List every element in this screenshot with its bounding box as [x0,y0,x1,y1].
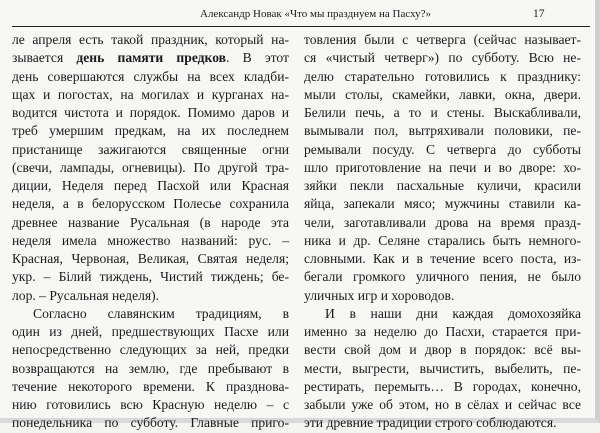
text-line: эти древние традиции строго соблюдаются. [304,415,557,431]
text-line: день совершаются службы на всех кладби- [12,68,289,84]
running-title: Александр Новак «Что мы празднуем на Пасху?» [200,8,432,20]
text-line: ника и др. Селяне старались быть немного- [304,232,581,248]
text-line: водится чистота и порядок. Помимо даров и [12,105,289,120]
text-line: диции, Неделя перед Пасхой или Красная [12,178,289,193]
text-line: укр. – Білий тиждень, Чистий тиждень; бе- [12,269,289,285]
text-line: нию готовились всю Красную неделю – с [12,397,289,412]
text-line: И в наши дни каждая домохозяйка [325,305,581,321]
text-line: забыли уже об этом, но в сёлах и сейчас все [304,397,581,412]
text-line: возвращаются на землю, где пребывают в [12,360,289,376]
text-line: пристанище зажигаются священные огни [12,141,289,157]
text-line: щах и погостах, на могилах и курганах на- [12,86,289,102]
bold-term: день памяти предков [76,50,227,66]
text-line: течение некоторого времени. К празднова- [12,378,289,394]
text-line: Белили печь, а то и стены. Выскабливали, [304,105,581,120]
running-header [0,6,600,22]
text-line: чели, заготавливали дрова на время празд- [304,214,581,230]
text-line: ся «чистый четверг») по субботу. Всю не- [304,50,581,66]
text-line: шло приготовление на печи и во дворе: хо- [304,159,581,175]
text-line: бегали громкого уличного пения, не было [304,269,581,285]
text-line: один из дней, предшествующих Пасхе или [12,324,289,339]
text-line: зяйки пекли пасхальные куличи, красили [304,178,581,193]
text-line: зывается день памяти предков. В этот [12,50,289,66]
text-line: понедельника по субботу. Главные приго- [12,415,289,431]
text-line: Красная, Червоная, Великая, Святая неделя; [12,251,289,266]
text-line: вымывали пол, вытряхивали половики, пе- [304,123,581,139]
text-line: рестирать, перемыть… В городах, конечно, [304,378,581,394]
text-line: древнее название Русальная (в народе эта [12,214,289,230]
page-number: 17 [533,8,545,20]
text-line: лор. – Русальная неделя). [12,287,160,303]
text-line: вести свой дом и двор в порядок: всё вы- [304,342,581,358]
text-line: треб умершим предкам, на их последнем [12,123,289,139]
text-line: неделя имела множество названий: рус. – [12,232,289,248]
text-line: уличных игр и хороводов. [304,287,455,303]
text-line: неделя, а в белорусском Полесье сохранила [12,196,289,212]
text-line: делю старательно готовились к празднику: [304,68,581,84]
right-column [304,31,581,433]
header-rule [12,26,590,27]
text-line: ле апреля есть такой праздник, который на- [12,32,289,47]
text-line: ремывали посуду. С четверга до субботы [304,141,581,157]
text-line: мыли столы, скамейки, лавки, окна, двери. [304,86,581,102]
text-line: (свечи, лампады, огневицы). По другой тра- [12,159,289,175]
text-line: товления были с четверга (сейчас называет- [304,32,581,47]
left-column [12,31,289,433]
text-line: словными. Как и в течение всего поста, из- [304,251,581,266]
text-line: яйца, запекали мясо; мужчины ставили ка- [304,196,581,212]
text-line: именно за неделю до Пасхи, старается при- [304,324,581,339]
text-line: мести, выгрести, вычистить, выбелить, пе- [304,360,581,376]
text-line: непосредственно следующих за ней, предки [12,342,289,358]
text-line: Согласно славянским традициям, в [33,305,289,321]
